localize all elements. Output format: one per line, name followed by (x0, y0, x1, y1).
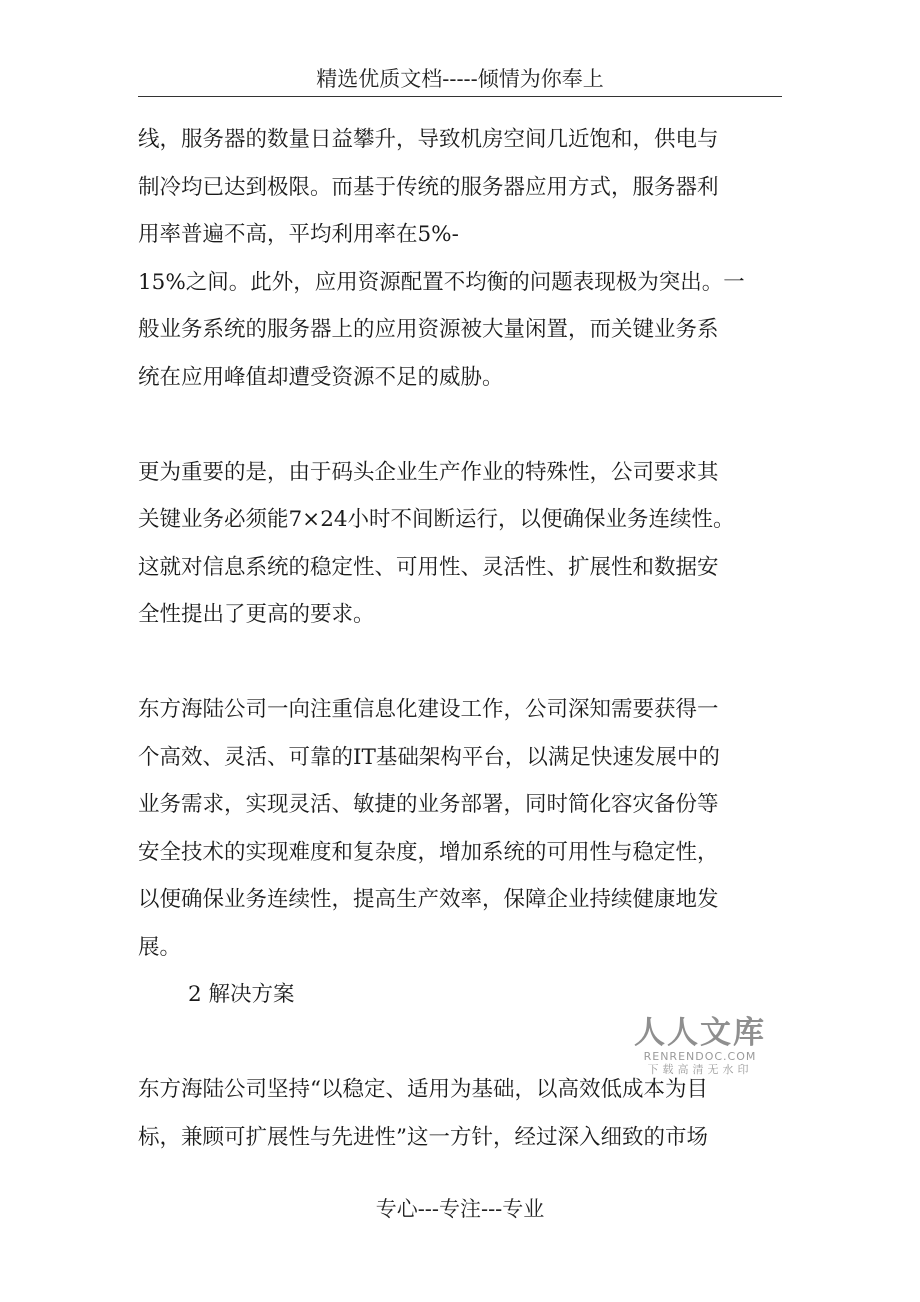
body-line: 统在应用峰值却遭受资源不足的威胁。 (138, 364, 504, 390)
watermark-tagline: 下载高清无水印 (647, 1063, 753, 1076)
body-line: 这就对信息系统的稳定性、可用性、灵活性、扩展性和数据安 (138, 554, 719, 580)
paragraph-gap (138, 401, 782, 449)
body-line: 更为重要的是，由于码头企业生产作业的特殊性，公司要求其 (138, 459, 719, 485)
watermark-logo (620, 1016, 780, 1077)
body-line: 业务需求，实现灵活、敏捷的业务部署，同时简化容灾备份等 (138, 792, 719, 817)
body-line: 以便确保业务连续性，提高生产效率，保障企业持续健康地发 (138, 887, 719, 912)
body-line: 15%之间。此外，应用资源配置不均衡的问题表现极为突出。一 (138, 269, 745, 295)
body-line: 关键业务必须能7×24小时不间断运行，以便确保业务连续性。 (138, 507, 735, 532)
paragraph-gap (138, 639, 782, 687)
page-header: 精选优质文档-----倾情为你奉上 (316, 67, 604, 91)
body-line: 东方海陆公司坚持“以稳定、适用为基础，以高效低成本为目 (138, 1077, 708, 1102)
body-line: 制冷均已达到极限。而基于传统的服务器应用方式，服务器利 (138, 174, 719, 200)
body-line: 安全技术的实现难度和复杂度，增加系统的可用性与稳定性， (138, 839, 719, 865)
body-line: 展。 (138, 934, 182, 960)
page-footer: 专心---专注---专业 (375, 1197, 545, 1221)
section-heading: 2 解决方案 (188, 982, 295, 1007)
document-body (138, 116, 782, 1161)
body-line: 全性提出了更高的要求。 (138, 602, 375, 627)
body-line: 线，服务器的数量日益攀升，导致机房空间几近饱和，供电与 (138, 127, 719, 152)
body-line: 个高效、灵活、可靠的IT基础架构平台，以满足快速发展中的 (138, 744, 720, 770)
body-line: 标，兼顾可扩展性与先进性”这一方针，经过深入细致的市场 (138, 1124, 708, 1150)
header-rule (138, 96, 782, 97)
body-line: 般业务系统的服务器上的应用资源被大量闲置，而关键业务系 (138, 317, 719, 342)
body-line: 东方海陆公司一向注重信息化建设工作，公司深知需要获得一 (138, 697, 719, 722)
watermark-title: 人人文库 (634, 1015, 766, 1051)
body-line: 用率普遍不高，平均利用率在5%- (138, 222, 459, 247)
watermark-site: RENRENDOC.COM (643, 1050, 757, 1063)
